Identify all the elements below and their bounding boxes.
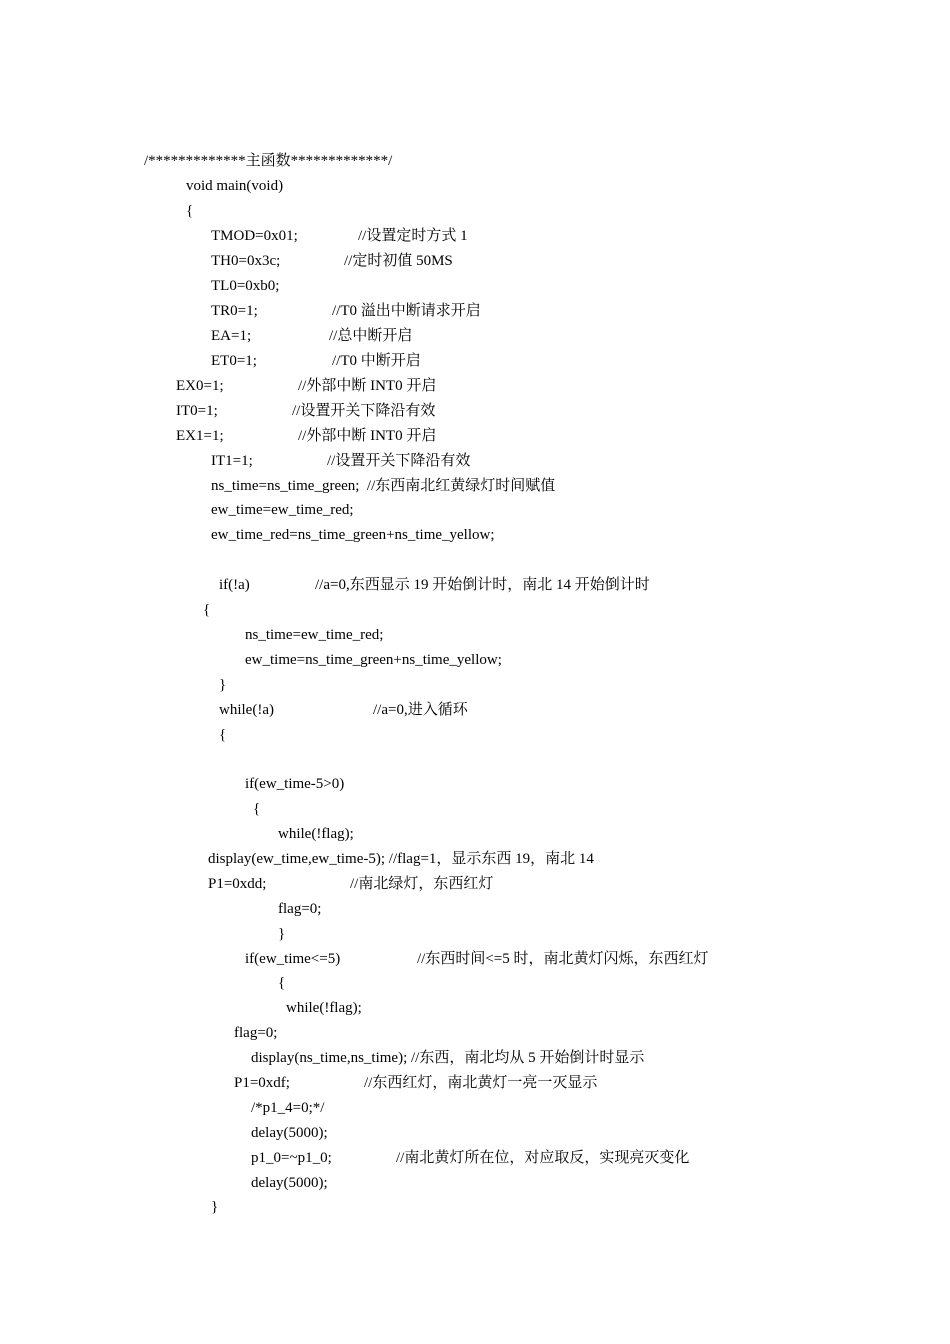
comment-et0: //T0 中断开启: [332, 353, 421, 369]
code-line-ns-time-assign: ns_time=ns_time_green; //东西南北红黄绿灯时间赋值: [211, 478, 556, 494]
comment-p1-dd: //南北绿灯，东西红灯: [350, 876, 494, 892]
code-line-if-ew-time-gt: if(ew_time-5>0): [245, 776, 345, 792]
code-line-p1-df: P1=0xdf;: [234, 1075, 290, 1091]
comment-p1-0-toggle: //南北黄灯所在位，对应取反，实现亮灭变化: [396, 1150, 690, 1166]
code-line-delay-2: delay(5000);: [251, 1175, 328, 1191]
code-line-th0: TH0=0x3c;: [211, 253, 281, 269]
code-line-display-1: display(ew_time,ew_time-5); //flag=1，显示东西 19，南北 14: [208, 851, 594, 867]
code-line-if-not-a: if(!a): [219, 577, 250, 593]
if-le-close-brace: }: [211, 1199, 219, 1215]
code-line-flag-reset-2: flag=0;: [234, 1025, 278, 1041]
comment-tmod: //设置定时方式 1: [358, 228, 468, 244]
code-line-p1-0-toggle: p1_0=~p1_0;: [251, 1150, 332, 1166]
code-line-et0: ET0=1;: [211, 353, 257, 369]
code-line-if-ew-time-le: if(ew_time<=5): [245, 951, 341, 967]
code-line-it0: IT0=1;: [176, 403, 218, 419]
comment-ex0: //外部中断 INT0 开启: [298, 378, 437, 394]
code-line-ew-time-sum: ew_time=ns_time_green+ns_time_yellow;: [245, 652, 502, 668]
comment-it1: //设置开关下降沿有效: [327, 453, 471, 469]
code-line-ns-time-red: ns_time=ew_time_red;: [245, 627, 384, 643]
comment-tr0: //T0 溢出中断请求开启: [332, 303, 481, 319]
comment-ea: //总中断开启: [329, 328, 413, 344]
main-function-banner: /*************主函数*************/: [144, 153, 393, 169]
if-gt-close-brace: }: [278, 926, 286, 942]
comment-th0: //定时初值 50MS: [344, 253, 453, 269]
code-line-while-not-flag-2: while(!flag);: [286, 1000, 362, 1016]
comment-while-not-a: //a=0,进入循环: [373, 702, 468, 718]
code-line-tr0: TR0=1;: [211, 303, 258, 319]
code-line-flag-reset-1: flag=0;: [278, 901, 322, 917]
code-line-while-not-a: while(!a): [219, 702, 274, 718]
code-line-ew-time-red-assign: ew_time_red=ns_time_green+ns_time_yellow;: [211, 527, 495, 543]
comment-if-ew-time-le: //东西时间<=5 时，南北黄灯闪烁，东西红灯: [417, 951, 709, 967]
if-gt-open-brace: {: [253, 801, 261, 817]
code-line-while-not-flag-1: while(!flag);: [278, 826, 354, 842]
code-line-ew-time-assign: ew_time=ew_time_red;: [211, 502, 354, 518]
code-line-ex0: EX0=1;: [176, 378, 224, 394]
comment-it0: //设置开关下降沿有效: [292, 403, 436, 419]
while-open-brace: {: [219, 727, 227, 743]
code-line-tl0: TL0=0xb0;: [211, 278, 280, 294]
code-line-ex1: EX1=1;: [176, 428, 224, 444]
comment-p1-df: //东西红灯，南北黄灯一亮一灭显示: [364, 1075, 598, 1091]
code-line-delay-1: delay(5000);: [251, 1125, 328, 1141]
comment-ex1: //外部中断 INT0 开启: [298, 428, 437, 444]
code-line-ea: EA=1;: [211, 328, 252, 344]
code-line-tmod: TMOD=0x01;: [211, 228, 298, 244]
code-line-p1-4-commented: /*p1_4=0;*/: [251, 1100, 325, 1116]
if-close-brace: }: [219, 677, 227, 693]
comment-if-not-a: //a=0,东西显示 19 开始倒计时，南北 14 开始倒计时: [315, 577, 650, 593]
if-open-brace: {: [203, 602, 211, 618]
if-le-open-brace: {: [278, 975, 286, 991]
main-signature: void main(void): [186, 178, 284, 194]
code-line-p1-dd: P1=0xdd;: [208, 876, 267, 892]
main-open-brace: {: [186, 203, 194, 219]
code-line-it1: IT1=1;: [211, 453, 253, 469]
code-line-display-2: display(ns_time,ns_time); //东西，南北均从 5 开始倒计时显示: [251, 1050, 645, 1066]
